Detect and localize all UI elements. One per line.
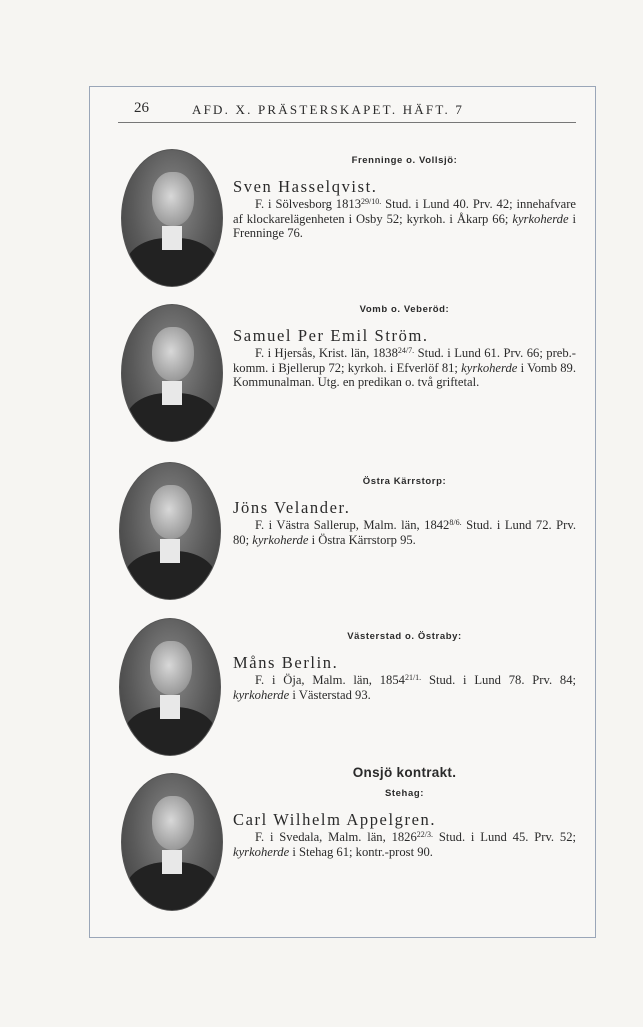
bio-segment: 8/6.: [449, 518, 462, 527]
portrait-photo: [121, 304, 223, 442]
running-title: AFD. X. PRÄSTERSKAPET. HÄFT. 7: [192, 102, 465, 117]
bio-segment: Stud. i Lund 40. Prv. 42; innehafvare af klockarelägenheten i Osby 52; kyrkoh. i Åkarp 66;: [233, 197, 576, 226]
bio-segment: 21/1.: [404, 673, 422, 682]
biography-text: [233, 673, 576, 702]
portrait-face: [150, 641, 192, 695]
portrait-photo: [119, 618, 221, 756]
biography-text: [233, 346, 576, 390]
portrait-face: [152, 172, 194, 226]
bio-segment: kyrkoherde: [233, 844, 290, 859]
bio-segment: Stud. i Lund 45. Prv. 52;: [433, 830, 576, 844]
portrait-face: [150, 485, 192, 539]
biography-entry: [233, 765, 576, 859]
portrait-collar: [162, 850, 182, 874]
portrait-collar: [162, 226, 182, 250]
bio-segment: F. i Västra Sallerup, Malm. län, 1842: [255, 518, 450, 532]
portrait-photo: [119, 462, 221, 600]
bio-segment: 22/3.: [416, 830, 434, 839]
portrait-face: [152, 796, 194, 850]
bio-segment: i Västerstad 93.: [289, 687, 371, 702]
portrait-collar: [162, 381, 182, 405]
person-name: Carl Wilhelm Appelgren.: [233, 810, 437, 829]
bio-segment: 24/7.: [397, 346, 415, 355]
biography-text: [233, 197, 576, 241]
bio-segment: 29/10.: [361, 197, 382, 206]
parish-heading: Västerstad o. Östraby:: [347, 631, 462, 642]
bio-segment: i Stehag 61; kontr.-prost 90.: [289, 844, 433, 859]
parish-heading: Vomb o. Veberöd:: [359, 304, 450, 315]
bio-segment: kyrkoherde: [252, 532, 309, 547]
portrait-collar: [160, 695, 180, 719]
biography-text: [233, 518, 576, 547]
bio-segment: F. i Sölvesborg 1813: [255, 197, 361, 211]
bio-segment: F. i Öja, Malm. län, 1854: [255, 673, 405, 687]
bio-segment: i Vomb 89. Kommunalman. Utg. en predikan o. två griftetal.: [233, 360, 576, 389]
biography-text: [233, 830, 576, 859]
bio-segment: kyrkoherde: [461, 360, 518, 375]
parish-heading: Stehag:: [384, 788, 425, 799]
bio-segment: kyrkoherde: [512, 211, 569, 226]
bio-segment: i Frenninge 76.: [233, 211, 577, 240]
person-name: Sven Hasselqvist.: [233, 177, 378, 196]
page-header: [118, 100, 576, 123]
bio-segment: i Östra Kärrstorp 95.: [308, 532, 416, 547]
biography-entry: [233, 476, 576, 547]
biography-entry: [233, 304, 576, 390]
bio-segment: F. i Hjersås, Krist. län, 1838: [255, 346, 398, 360]
bio-segment: F. i Svedala, Malm. län, 1826: [255, 830, 417, 844]
portrait-photo: [121, 773, 223, 911]
person-name: Måns Berlin.: [233, 653, 339, 672]
bio-segment: Stud. i Lund 61. Prv. 66; preb.-komm. i Bjellerup 72; kyrkoh. i Efverlöf 81;: [233, 346, 576, 375]
portrait-photo: [121, 149, 223, 287]
biography-entry: [233, 155, 576, 241]
portrait-face: [152, 327, 194, 381]
kontrakt-heading: Onsjö kontrakt.: [352, 765, 457, 780]
parish-heading: Frenninge o. Vollsjö:: [351, 155, 458, 166]
person-name: Jöns Velander.: [233, 498, 351, 517]
page-number: 26: [134, 100, 149, 116]
bio-segment: Stud. i Lund 78. Prv. 84;: [421, 673, 576, 687]
biography-entry: [233, 631, 576, 702]
parish-heading: Östra Kärrstorp:: [362, 476, 447, 487]
bio-segment: Stud. i Lund 72. Prv. 80;: [233, 518, 576, 547]
person-name: Samuel Per Emil Ström.: [233, 326, 429, 345]
bio-segment: kyrkoherde: [233, 687, 290, 702]
portrait-collar: [160, 539, 180, 563]
